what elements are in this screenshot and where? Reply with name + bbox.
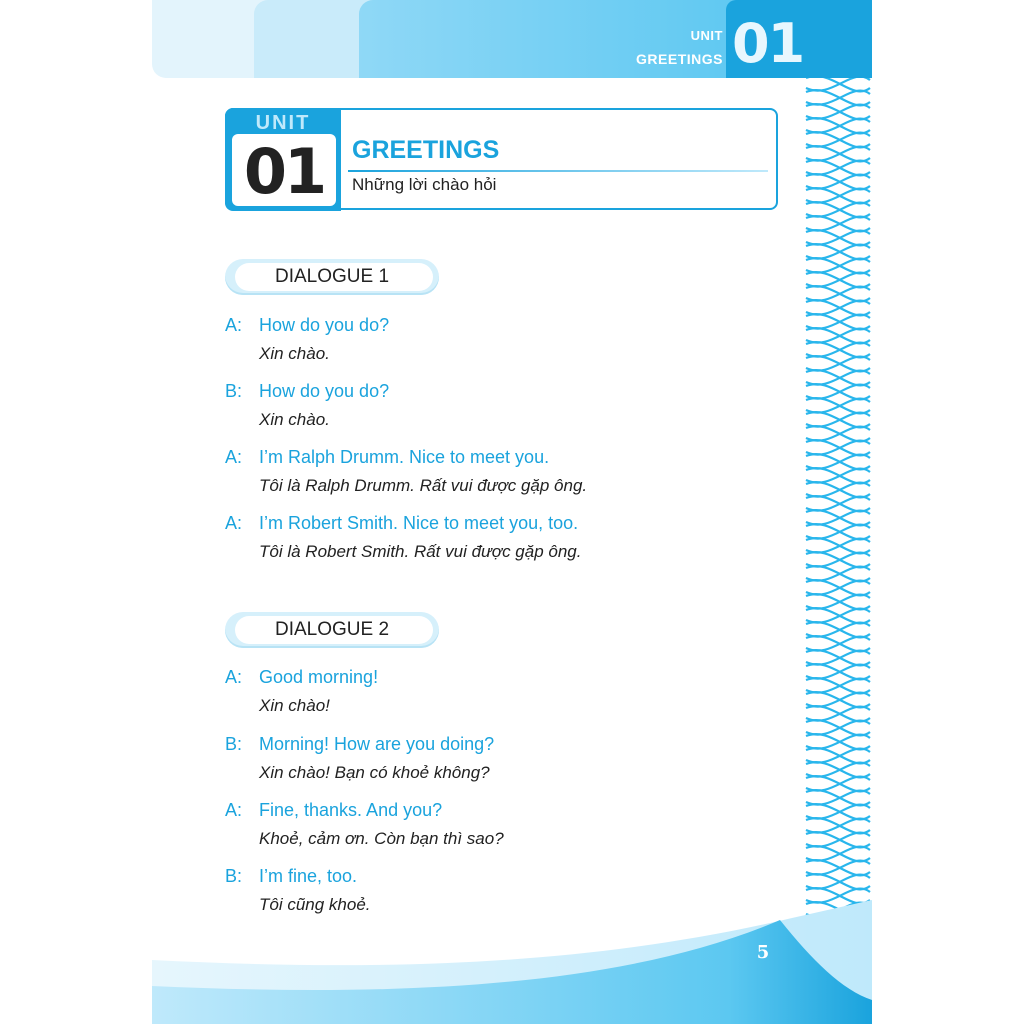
english-line: How do you do? [259,315,390,335]
spiral-loop [806,525,870,539]
dialogue-2-tag [225,612,439,648]
speaker-label: A: [225,315,243,335]
english-line: Good morning! [259,667,379,687]
spiral-loop [806,805,870,819]
spiral-loop [806,609,870,623]
spiral-loop [806,203,870,217]
spiral-loop [806,539,870,553]
spiral-loop [806,637,870,651]
spiral-loop [806,665,870,679]
spiral-loop [806,133,870,147]
spiral-loop [806,217,870,231]
spiral-loop [806,78,870,91]
header-unit-number: 01 [732,12,804,75]
spiral-loop [806,91,870,105]
spiral-loop [806,833,870,847]
spiral-loop [806,707,870,721]
spiral-loop [806,483,870,497]
vietnamese-line: Xin chào! [259,696,330,715]
speaker-label: A: [225,447,243,467]
spiral-loop [806,413,870,427]
spiral-loop [806,469,870,483]
vietnamese-line: Tôi cũng khoẻ. [259,895,371,914]
spiral-loop [806,497,870,511]
spiral-loop [806,343,870,357]
spiral-loop [806,231,870,245]
spiral-loop [806,329,870,343]
spiral-loop [806,385,870,399]
spiral-loop [806,105,870,119]
spiral-loop [806,777,870,791]
book-page [152,0,872,1024]
header-unit-title: GREETINGS [636,51,723,67]
english-line: I’m fine, too. [259,866,358,886]
speaker-label: B: [225,381,243,401]
spiral-loop [806,749,870,763]
vietnamese-line: Xin chào! Bạn có khoẻ không? [259,763,490,782]
spiral-loop [806,259,870,273]
spiral-loop [806,791,870,805]
unit-title: GREETINGS [352,136,500,164]
spiral-loop [806,273,870,287]
spiral-loop [806,455,870,469]
spiral-loop [806,371,870,385]
spiral-loop [806,623,870,637]
spiral-loop [806,861,870,875]
spiral-loop [806,315,870,329]
spiral-loop [806,301,870,315]
spiral-decoration [802,78,872,964]
spiral-loop [806,763,870,777]
spiral-loop [806,147,870,161]
english-line: Morning! How are you doing? [259,734,495,754]
vietnamese-line: Tôi là Ralph Drumm. Rất vui được gặp ông. [259,476,588,495]
dialogue-1-tag [225,259,439,295]
unit-subtitle: Những lời chào hỏi [352,175,497,194]
spiral-loop [806,721,870,735]
spiral-loop [806,553,870,567]
spiral-loop [806,847,870,861]
speaker-label: A: [225,667,243,687]
spiral-loop [806,511,870,525]
english-line: I’m Robert Smith. Nice to meet you, too. [259,513,579,533]
spiral-loop [806,427,870,441]
spiral-loop [806,567,870,581]
english-line: Fine, thanks. And you? [259,800,443,820]
spiral-loop [806,819,870,833]
english-line: How do you do? [259,381,390,401]
spiral-loop [806,175,870,189]
spiral-loop [806,581,870,595]
page-number: 5 [756,942,770,963]
vietnamese-line: Xin chào. [259,410,330,429]
spiral-loop [806,161,870,175]
spiral-loop [806,595,870,609]
spiral-loop [806,679,870,693]
spiral-loop [806,441,870,455]
spiral-loop [806,287,870,301]
english-line: I’m Ralph Drumm. Nice to meet you. [259,447,550,467]
spiral-loop [806,651,870,665]
spiral-loop [806,119,870,133]
speaker-label: B: [225,734,243,754]
spiral-loop [806,693,870,707]
speaker-label: A: [225,513,243,533]
dialogue-2-label: DIALOGUE 2 [274,619,390,640]
vietnamese-line: Khoẻ, cảm ơn. Còn bạn thì sao? [259,829,504,848]
title-divider [348,170,768,172]
spiral-loop [806,189,870,203]
spiral-loop [806,735,870,749]
spiral-loop [806,399,870,413]
speaker-label: B: [225,866,243,886]
spiral-loop [806,245,870,259]
header-unit-label: UNIT [690,28,723,43]
unit-badge-label: UNIT [255,112,311,134]
unit-badge-number: 01 [243,135,325,208]
vietnamese-line: Tôi là Robert Smith. Rất vui được gặp ông. [259,542,582,561]
spiral-loop [806,875,870,889]
dialogue-1-label: DIALOGUE 1 [274,266,390,287]
vietnamese-line: Xin chào. [259,344,330,363]
spiral-loop [806,357,870,371]
speaker-label: A: [225,800,243,820]
